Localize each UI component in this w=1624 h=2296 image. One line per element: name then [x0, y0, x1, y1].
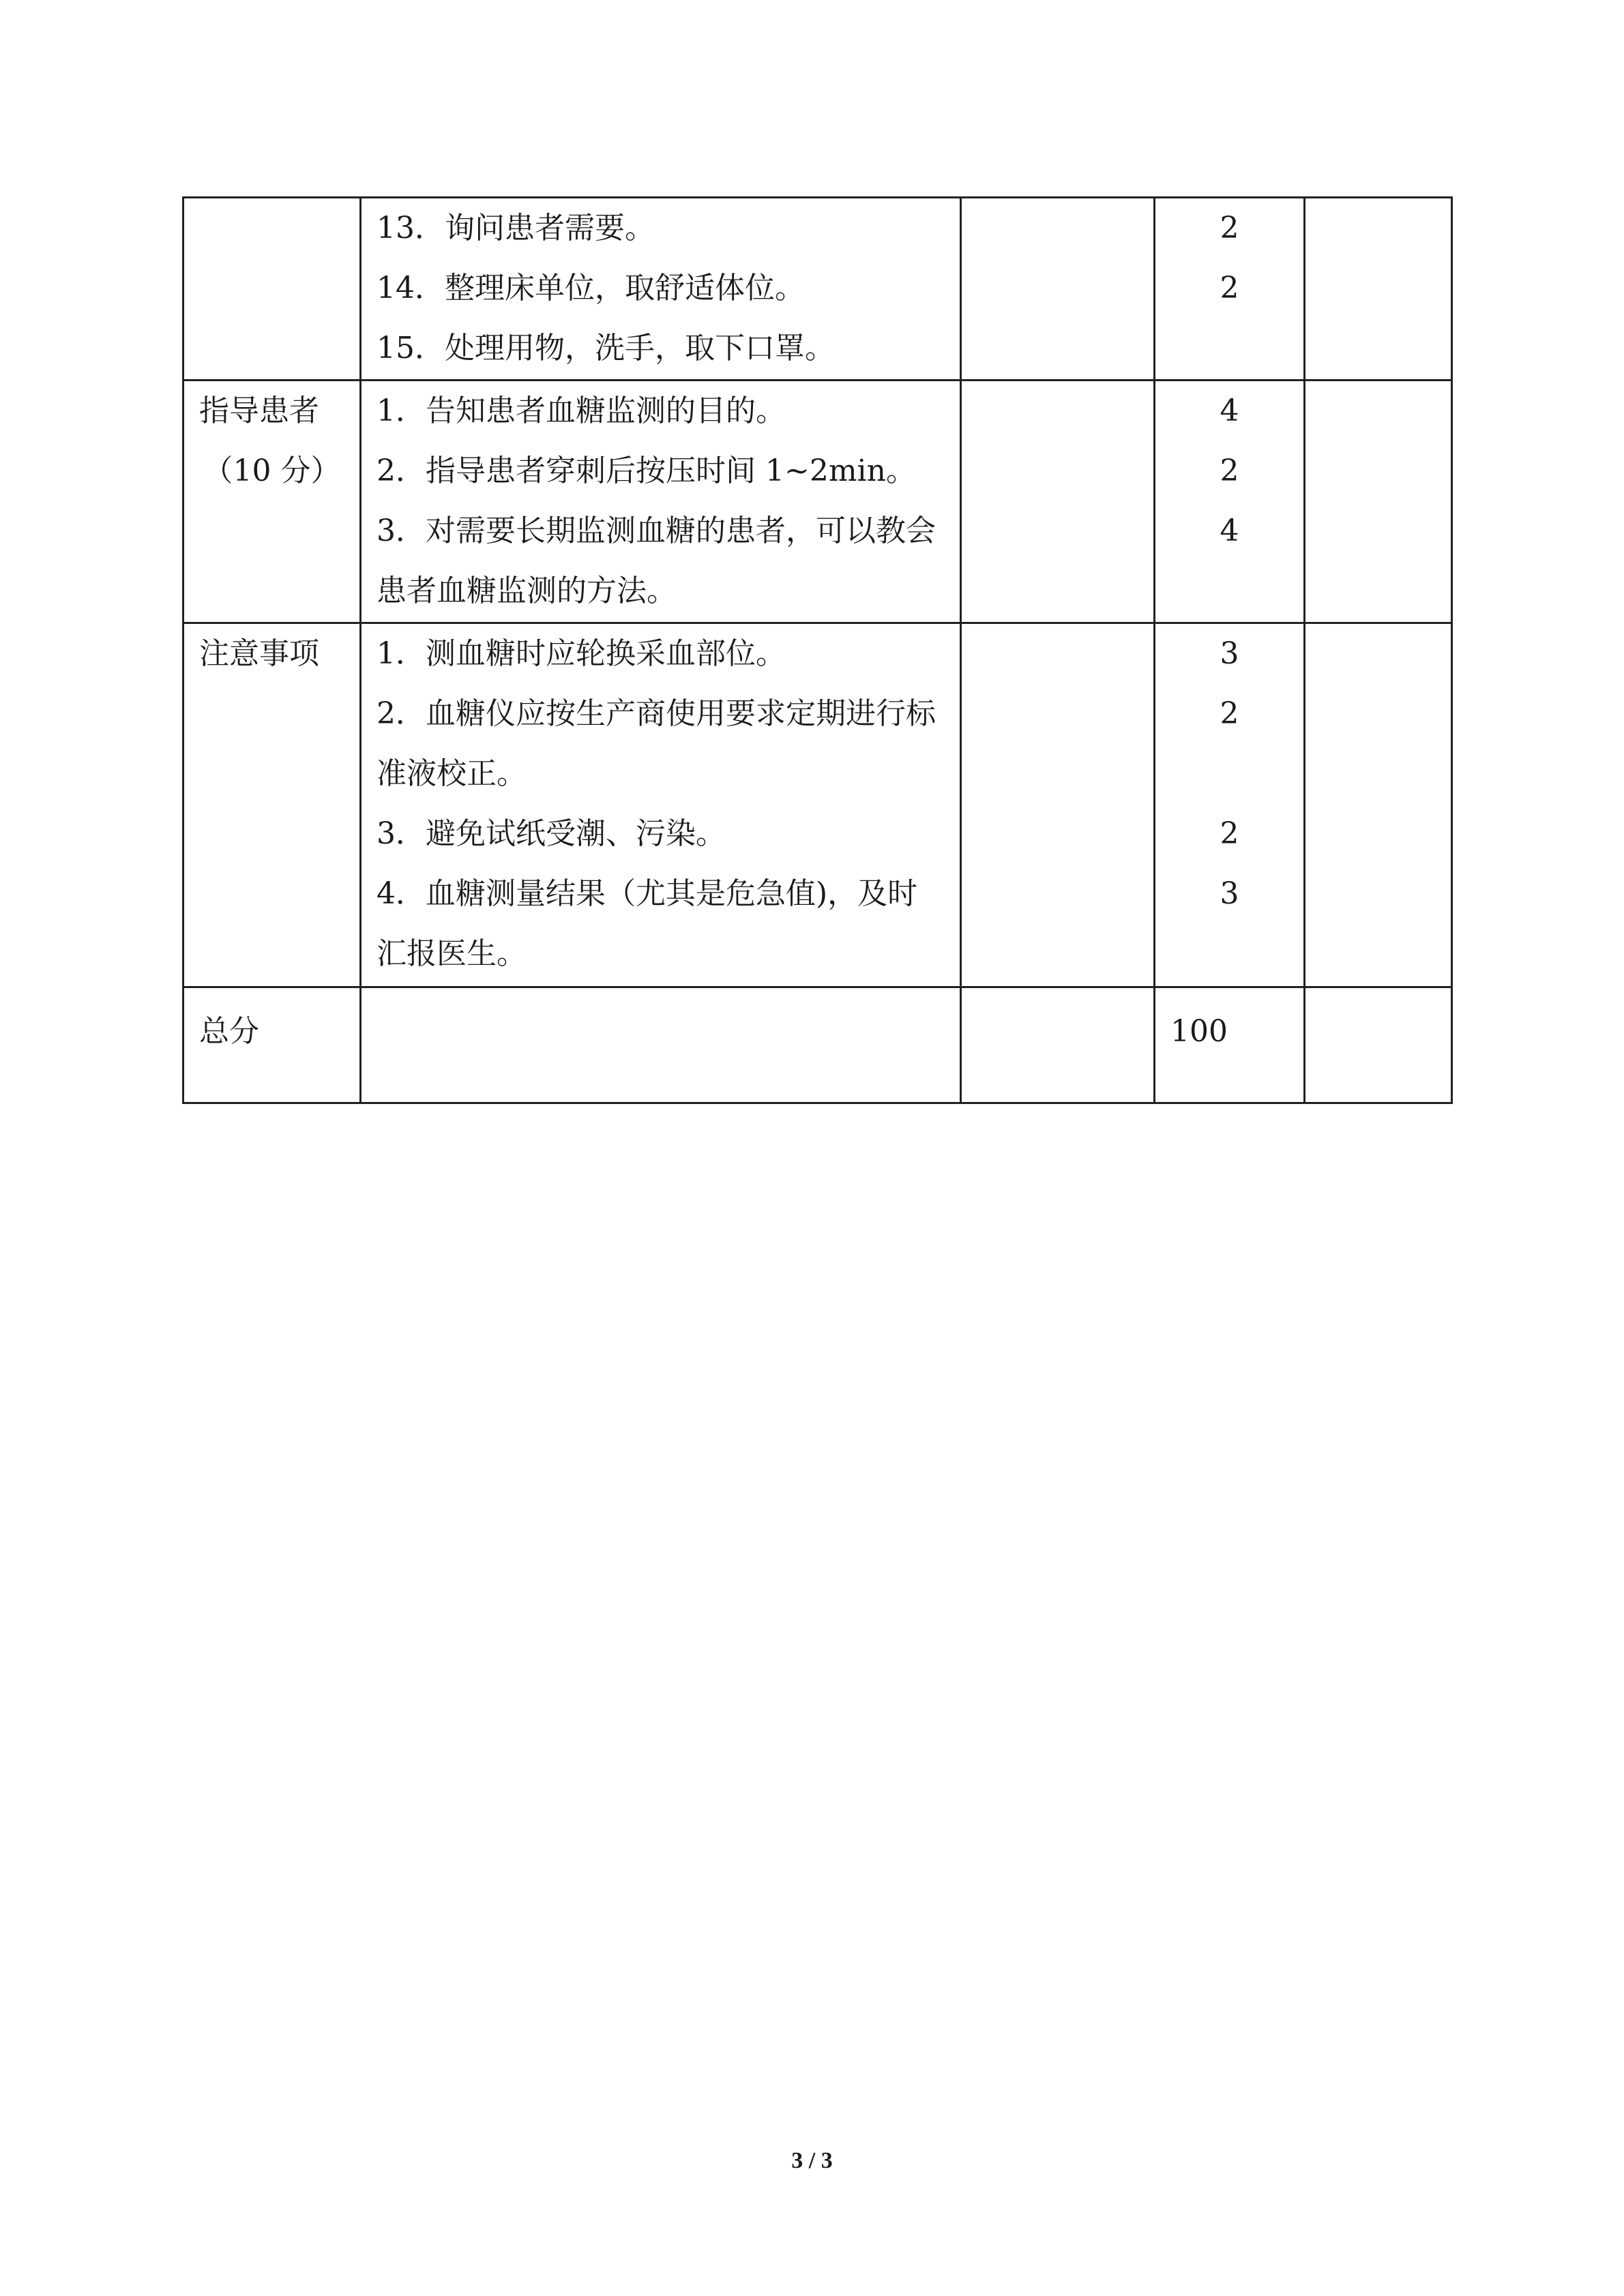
point-value: 2	[1220, 696, 1239, 731]
blank-cell	[361, 987, 961, 1103]
table-row	[183, 198, 1452, 381]
steps-cell	[361, 623, 961, 987]
step-item: 3．对需要长期监测血糖的患者，可以教会患者血糖监测的方法。	[377, 513, 936, 608]
point-value: 2	[1220, 453, 1239, 488]
total-label: 总分	[183, 987, 361, 1103]
point-value: 2	[1220, 816, 1239, 851]
step-item: 13．询问患者需要。	[377, 211, 655, 245]
point-value: 2	[1220, 271, 1239, 305]
category-score: （10 分）	[203, 453, 341, 488]
step-item: 1．测血糖时应轮换采血部位。	[377, 636, 786, 671]
blank-cell	[961, 623, 1155, 987]
point-value: 4	[1220, 393, 1239, 428]
table-row	[183, 381, 1452, 623]
step-item: 2．血糖仪应按生产商使用要求定期进行标准液校正。	[377, 696, 936, 791]
category-title: 注意事项	[199, 636, 319, 671]
point-value: 2	[1220, 211, 1239, 245]
points-cell	[1155, 198, 1305, 381]
table-row	[183, 623, 1452, 987]
total-row	[183, 987, 1452, 1103]
category-cell	[183, 198, 361, 381]
point-spacer	[1155, 744, 1303, 804]
score-cell	[1305, 198, 1452, 381]
blank-cell	[961, 198, 1155, 381]
scoring-table	[182, 196, 1453, 1104]
point-value: 3	[1220, 636, 1239, 671]
total-points: 100	[1155, 987, 1305, 1103]
step-item: 4．血糖测量结果（尤其是危急值)，及时汇报医生。	[377, 876, 918, 971]
category-cell	[183, 381, 361, 623]
steps-cell	[361, 198, 961, 381]
step-item: 2．指导患者穿刺后按压时间 1~2min。	[377, 453, 916, 488]
score-cell	[1305, 987, 1452, 1103]
blank-cell	[961, 381, 1155, 623]
points-cell	[1155, 623, 1305, 987]
point-value: 3	[1220, 876, 1239, 911]
page-indicator: 3 / 3	[791, 2148, 833, 2173]
steps-cell	[361, 381, 961, 623]
step-item: 3．避免试纸受潮、污染。	[377, 816, 726, 851]
score-cell	[1305, 381, 1452, 623]
point-value: 4	[1220, 513, 1239, 548]
blank-cell	[961, 987, 1155, 1103]
step-item: 14．整理床单位，取舒适体位。	[377, 271, 805, 305]
category-cell	[183, 623, 361, 987]
step-item: 15．处理用物，洗手，取下口罩。	[377, 331, 835, 366]
score-cell	[1305, 623, 1452, 987]
category-title: 指导患者	[199, 393, 319, 428]
points-cell	[1155, 381, 1305, 623]
step-item: 1．告知患者血糖监测的目的。	[377, 393, 786, 428]
